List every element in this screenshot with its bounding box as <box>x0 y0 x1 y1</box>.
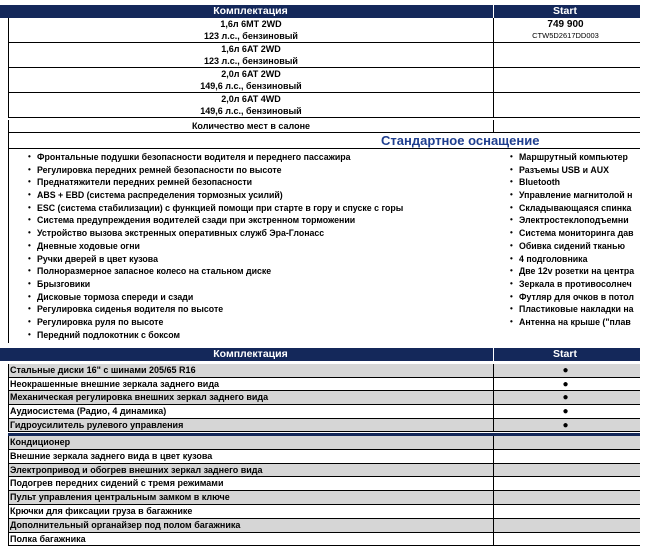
feature-text: Устройство вызова экстренных оперативных служб Эра-Глонасс <box>37 228 325 239</box>
standard-feature-item <box>511 278 651 291</box>
standard-feature-item <box>29 303 499 316</box>
feature-text: Регулировка руля по высоте <box>37 316 164 327</box>
included-mark-icon: ● <box>562 392 569 404</box>
standard-equipment-title: Стандартное оснащение <box>381 133 540 148</box>
bullet-icon: • <box>510 164 513 174</box>
option-label: Пульт управления центральным замком в ключе <box>9 491 494 504</box>
feature-text: Фронтальные подушки безопасности водителя и переднего пассажира <box>37 152 351 162</box>
bullet-icon: • <box>28 152 31 161</box>
standard-feature-item <box>29 164 499 177</box>
engine-row <box>9 93 640 118</box>
standard-feature-item <box>511 202 651 215</box>
included-mark-icon: ● <box>562 365 569 376</box>
bullet-icon: • <box>28 228 31 238</box>
header-configuration: Комплектация <box>213 348 288 360</box>
engine-row <box>9 18 640 43</box>
feature-text: Дневные ходовые огни <box>37 240 140 251</box>
price-cell <box>494 43 641 68</box>
feature-text: Футляр для очков в потол <box>519 291 635 302</box>
engine-power: 149,6 л.с., бензиновый <box>200 81 302 91</box>
feature-text: Электростеклоподъемни <box>519 215 629 226</box>
model-code: CTW5D2617DD003 <box>532 31 599 40</box>
bullet-icon: • <box>28 329 31 339</box>
engine-cell <box>9 18 494 43</box>
bullet-icon: • <box>28 316 31 326</box>
equipment-row <box>9 419 640 433</box>
engine-cell <box>9 93 494 118</box>
feature-text: ESC (система стабилизации) с функцией помощи при старте в гору и спуске с горы <box>37 202 404 213</box>
feature-text: Система мониторинга дав <box>519 228 634 239</box>
bullet-icon: • <box>510 291 513 301</box>
standard-feature-item <box>29 189 499 202</box>
feature-text: Полноразмерное запасное колесо на стальном диске <box>37 266 272 277</box>
price-cell <box>494 68 641 93</box>
standard-list-right <box>511 151 651 329</box>
seats-label: Количество мест в салоне <box>9 120 494 132</box>
standard-feature-item <box>511 253 651 266</box>
feature-text: Система предупреждения водителей сзади при экстренном торможении <box>37 215 356 226</box>
feature-text: Управление магнитолой н <box>519 190 633 201</box>
bullet-icon: • <box>510 304 513 314</box>
option-row <box>9 533 640 547</box>
bullet-icon: • <box>510 177 513 187</box>
option-label: Крючки для фиксации груза в багажнике <box>9 505 494 518</box>
feature-text: Передний подлокотник с боксом <box>37 329 181 340</box>
table-header-top <box>0 5 640 18</box>
option-label: Полка багажника <box>9 533 494 546</box>
bullet-icon: • <box>28 215 31 225</box>
standard-feature-item <box>511 291 651 304</box>
option-row <box>9 464 640 478</box>
option-label: Электропривод и обогрев внешних зеркал заднего вида <box>9 464 494 477</box>
equipment-label: Аудиосистема (Радио, 4 динамика) <box>9 405 494 418</box>
engine-spec: 1,6л 6MT 2WD <box>220 19 282 29</box>
feature-text: Bluetooth <box>519 177 561 188</box>
engine-spec: 2,0л 6AT 2WD <box>221 69 281 79</box>
bullet-icon: • <box>510 278 513 288</box>
included-mark-icon: ● <box>562 406 569 418</box>
feature-text: Разъемы USB и AUX <box>519 164 610 175</box>
header-trim-start: Start <box>493 5 640 18</box>
engine-row <box>9 43 640 68</box>
engine-spec: 1,6л 6AT 2WD <box>221 44 281 54</box>
standard-equipment <box>8 149 640 343</box>
engine-table <box>8 18 640 118</box>
feature-text: Регулировка сиденья водителя по высоте <box>37 304 224 315</box>
standard-feature-item <box>511 240 651 253</box>
engine-power: 149,6 л.с., бензиновый <box>200 106 302 116</box>
engine-power: 123 л.с., бензиновый <box>204 31 298 41</box>
standard-feature-item <box>511 176 651 189</box>
equipment-table <box>8 364 640 432</box>
feature-text: Зеркала в противосолнеч <box>519 278 632 289</box>
option-row <box>9 436 640 450</box>
feature-text: 4 подголовника <box>519 253 588 264</box>
standard-feature-item <box>29 278 499 291</box>
engine-cell <box>9 43 494 68</box>
option-row <box>9 477 640 491</box>
bullet-icon: • <box>510 152 513 161</box>
standard-feature-item <box>29 240 499 253</box>
bullet-icon: • <box>28 253 31 263</box>
engine-row <box>9 68 640 93</box>
bullet-icon: • <box>510 316 513 326</box>
standard-feature-item <box>511 303 651 316</box>
equipment-label: Неокрашенные внешние зеркала заднего вида <box>9 378 494 391</box>
bullet-icon: • <box>510 240 513 250</box>
standard-feature-item <box>511 189 651 202</box>
options-table <box>8 436 640 546</box>
standard-feature-item <box>29 329 499 342</box>
feature-text: Антенна на крыше ("плав <box>519 316 631 327</box>
price-cell <box>494 93 641 118</box>
engine-power: 123 л.с., бензиновый <box>204 56 298 66</box>
option-label: Внешние зеркала заднего вида в цвет кузова <box>9 450 494 463</box>
feature-text: Маршрутный компьютер <box>519 152 628 162</box>
bullet-icon: • <box>510 190 513 200</box>
equipment-row <box>9 391 640 405</box>
bullet-icon: • <box>28 164 31 174</box>
standard-feature-item <box>29 176 499 189</box>
engine-spec: 2,0л 6AT 4WD <box>221 94 281 104</box>
standard-feature-item <box>511 265 651 278</box>
bullet-icon: • <box>510 253 513 263</box>
table-header-bottom <box>0 348 640 361</box>
standard-feature-item <box>511 214 651 227</box>
standard-list-left <box>29 151 499 341</box>
feature-text: ABS + EBD (система распределения тормозных усилий) <box>37 190 283 201</box>
feature-text: Две 12v розетки на центра <box>519 266 635 277</box>
standard-feature-item <box>511 227 651 240</box>
option-row <box>9 519 640 533</box>
feature-text: Регулировка передних ремней безопасности по высоте <box>37 164 282 175</box>
included-mark-icon: ● <box>562 419 569 431</box>
standard-feature-item <box>29 151 499 164</box>
bullet-icon: • <box>28 291 31 301</box>
equipment-row <box>9 378 640 392</box>
bullet-icon: • <box>28 240 31 250</box>
standard-feature-item <box>511 316 651 329</box>
option-label: Подогрев передних сидений с тремя режимами <box>9 477 494 490</box>
feature-text: Дисковые тормоза спереди и сзади <box>37 291 194 302</box>
standard-feature-item <box>29 291 499 304</box>
header-configuration: Комплектация <box>213 5 288 17</box>
bullet-icon: • <box>28 304 31 314</box>
bullet-icon: • <box>510 266 513 276</box>
equipment-row <box>9 364 640 378</box>
feature-text: Преднатяжители передних ремней безопасности <box>37 177 253 188</box>
seats-row <box>8 120 640 133</box>
feature-text: Брызговики <box>37 278 91 289</box>
header-trim-start: Start <box>493 348 640 361</box>
bullet-icon: • <box>28 266 31 276</box>
feature-text: Ручки дверей в цвет кузова <box>37 253 158 264</box>
feature-text: Обивка сидений тканью <box>519 240 626 251</box>
bullet-icon: • <box>510 202 513 212</box>
standard-feature-item <box>511 164 651 177</box>
standard-feature-item <box>29 253 499 266</box>
bullet-icon: • <box>28 177 31 187</box>
engine-cell <box>9 68 494 93</box>
option-row <box>9 505 640 519</box>
equipment-label: Стальные диски 16" с шинами 205/65 R16 <box>9 364 494 377</box>
feature-text: Складывающаяся спинка <box>519 202 632 213</box>
standard-feature-item <box>29 227 499 240</box>
standard-feature-item <box>29 265 499 278</box>
standard-feature-item <box>29 214 499 227</box>
bullet-icon: • <box>28 202 31 212</box>
price: 749 900 <box>547 19 584 30</box>
equipment-row <box>9 405 640 419</box>
standard-equipment-title-row <box>8 133 640 149</box>
bullet-icon: • <box>28 278 31 288</box>
bullet-icon: • <box>510 228 513 238</box>
feature-text: Пластиковые накладки на <box>519 304 634 315</box>
standard-feature-item <box>29 316 499 329</box>
option-row <box>9 450 640 464</box>
included-mark-icon: ● <box>562 378 569 390</box>
option-label: Кондиционер <box>9 436 494 449</box>
bullet-icon: • <box>28 190 31 200</box>
equipment-label: Гидроусилитель рулевого управления <box>9 419 494 432</box>
standard-feature-item <box>29 202 499 215</box>
price-cell <box>494 18 641 43</box>
equipment-label: Механическая регулировка внешних зеркал заднего вида <box>9 391 494 404</box>
bullet-icon: • <box>510 215 513 225</box>
option-label: Дополнительный органайзер под полом багажника <box>9 519 494 532</box>
standard-feature-item <box>511 151 651 164</box>
option-row <box>9 491 640 505</box>
